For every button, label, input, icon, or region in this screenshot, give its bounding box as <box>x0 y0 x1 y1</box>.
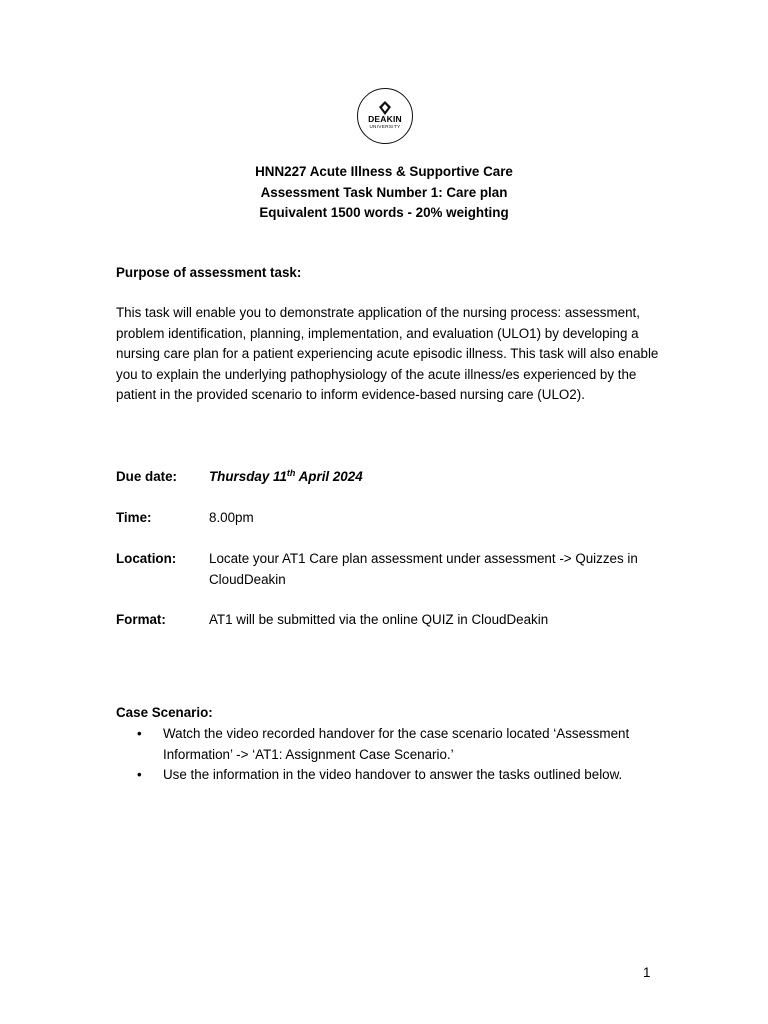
list-item-text: Watch the video recorded handover for the case scenario located ‘Assessment Information’ -> ‘AT1: Assignment Case Scenario.’ <box>163 726 630 762</box>
location-label: Location: <box>116 551 177 566</box>
due-date-label: Due date: <box>116 469 178 484</box>
document-title <box>0 162 768 224</box>
due-date-month-year: April 2024 <box>295 469 363 484</box>
due-date-value <box>209 467 661 488</box>
list-item <box>116 724 661 765</box>
case-scenario-list <box>116 724 661 786</box>
format-value: AT1 will be submitted via the online QUIZ in CloudDeakin <box>209 612 549 627</box>
deakin-logo <box>357 88 413 144</box>
time-value: 8.00pm <box>209 510 254 525</box>
purpose-paragraph: This task will enable you to demonstrate application of the nursing process: assessment, problem identification, planning, implementation, and evaluation (ULO1) by developing a nursing care plan for a patient experiencing acute episodic illness. This task will also enable you to explain the underlying pathophysiology of the acute illness/es experienced by the patient in the provided scenario to inform evidence-based nursing care (ULO2). <box>116 305 659 402</box>
format-label: Format: <box>116 612 166 627</box>
bullet-icon: • <box>137 726 142 741</box>
list-item <box>116 765 661 786</box>
case-scenario-heading: Case Scenario: <box>116 705 213 720</box>
purpose-heading: Purpose of assessment task: <box>116 265 302 280</box>
logo-wordmark: DEAKIN <box>368 114 402 124</box>
due-date-day: Thursday 11 <box>209 469 287 484</box>
location-value: Locate your AT1 Care plan assessment under assessment -> Quizzes in CloudDeakin <box>209 551 638 587</box>
logo-subtitle: UNIVERSITY <box>369 124 401 129</box>
bullet-icon: • <box>137 767 142 782</box>
time-label: Time: <box>116 510 152 525</box>
deakin-crest-icon <box>379 101 391 115</box>
page-number: 1 <box>643 965 651 980</box>
title-line-unit: HNN227 Acute Illness & Supportive Care <box>255 164 513 179</box>
due-date-ordinal: th <box>286 468 296 478</box>
title-line-task: Assessment Task Number 1: Care plan <box>260 184 508 200</box>
title-line-weighting: Equivalent 1500 words - 20% weighting <box>259 205 509 220</box>
list-item-text: Use the information in the video handover to answer the tasks outlined below. <box>163 767 623 782</box>
